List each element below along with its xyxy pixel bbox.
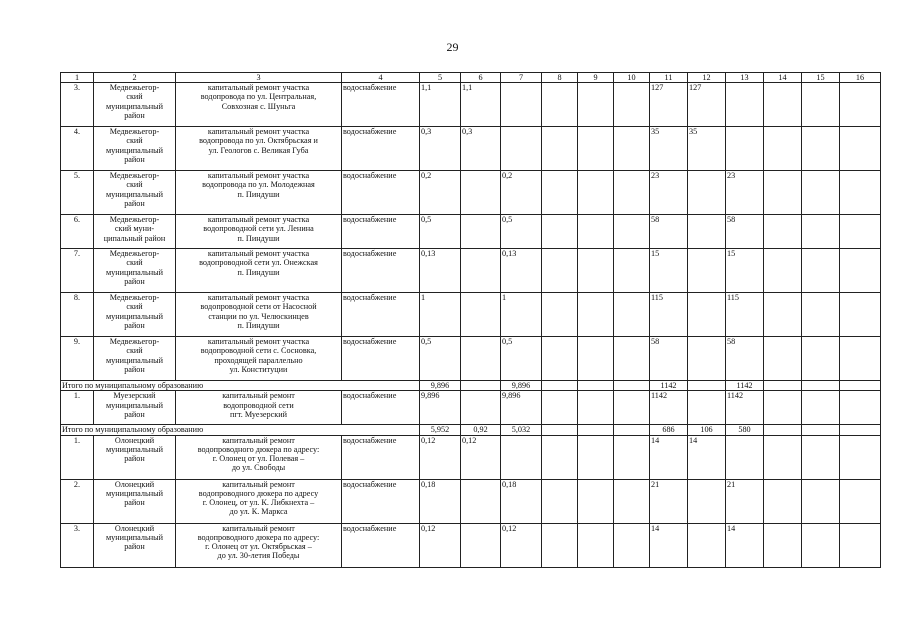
cell-col7: 0,13 (501, 249, 542, 293)
cell-col10 (614, 435, 650, 479)
column-header: 8 (542, 73, 578, 83)
cell-col12: 14 (688, 435, 726, 479)
cell-col10 (614, 391, 650, 425)
column-header: 12 (688, 73, 726, 83)
cell-col9 (578, 425, 614, 435)
cell-col12 (688, 523, 726, 567)
cell-col14 (764, 523, 802, 567)
cell-number: 6. (61, 215, 94, 249)
total-row (61, 425, 881, 435)
cell-col10 (614, 249, 650, 293)
cell-col14 (764, 293, 802, 337)
cell-col10 (614, 425, 650, 435)
cell-number: 7. (61, 249, 94, 293)
cell-col15 (802, 523, 840, 567)
cell-col14 (764, 171, 802, 215)
table-row (61, 391, 881, 425)
cell-type: водоснабжение (342, 215, 420, 249)
cell-col12 (688, 391, 726, 425)
cell-municipality: Олонецкий муниципальный район (94, 523, 176, 567)
cell-col12: 106 (688, 425, 726, 435)
cell-col6 (461, 381, 501, 391)
cell-col6 (461, 249, 501, 293)
cell-col15 (802, 337, 840, 381)
cell-number: 9. (61, 337, 94, 381)
cell-event: капитальный ремонт водопроводного дюкера по адресу г. Олонец, от ул. К. Либкнехта – до ул. К. Маркса (176, 479, 342, 523)
cell-col8 (542, 249, 578, 293)
cell-col6: 0,12 (461, 435, 501, 479)
cell-col14 (764, 83, 802, 127)
cell-col8 (542, 337, 578, 381)
cell-col12 (688, 171, 726, 215)
cell-type: водоснабжение (342, 523, 420, 567)
cell-type: водоснабжение (342, 391, 420, 425)
cell-col12 (688, 337, 726, 381)
cell-col13 (726, 83, 764, 127)
cell-col6 (461, 337, 501, 381)
cell-col7: 0,12 (501, 523, 542, 567)
table-row (61, 337, 881, 381)
cell-col11: 21 (650, 479, 688, 523)
cell-col5: 0,18 (420, 479, 461, 523)
cell-col5: 9,896 (420, 391, 461, 425)
cell-col8 (542, 215, 578, 249)
cell-col6 (461, 215, 501, 249)
cell-col11: 14 (650, 435, 688, 479)
cell-col10 (614, 293, 650, 337)
cell-col11: 686 (650, 425, 688, 435)
column-header: 13 (726, 73, 764, 83)
cell-municipality: Медвежьегор- ский муни- ципальный район (94, 215, 176, 249)
cell-col7: 0,18 (501, 479, 542, 523)
cell-col12 (688, 479, 726, 523)
cell-col8 (542, 435, 578, 479)
cell-col9 (578, 127, 614, 171)
cell-col16 (840, 83, 881, 127)
cell-event: капитальный ремонт участка водопроводной сети от Насосной станции по ул. Челюскинцев п. Пиндуши (176, 293, 342, 337)
cell-col10 (614, 523, 650, 567)
cell-col11: 23 (650, 171, 688, 215)
column-header: 2 (94, 73, 176, 83)
cell-col7: 5,032 (501, 425, 542, 435)
table-row (61, 249, 881, 293)
column-header: 11 (650, 73, 688, 83)
cell-col8 (542, 171, 578, 215)
column-header: 6 (461, 73, 501, 83)
cell-number: 1. (61, 391, 94, 425)
cell-col16 (840, 523, 881, 567)
cell-col10 (614, 215, 650, 249)
cell-col13: 115 (726, 293, 764, 337)
cell-col11: 35 (650, 127, 688, 171)
cell-event: капитальный ремонт участка водопроводной сети с. Сосновка, проходящей параллельно ул. Конституции (176, 337, 342, 381)
table-row (61, 479, 881, 523)
cell-municipality: Муезерский муниципальный район (94, 391, 176, 425)
cell-col14 (764, 381, 802, 391)
column-header: 7 (501, 73, 542, 83)
cell-col16 (840, 249, 881, 293)
cell-col9 (578, 381, 614, 391)
cell-col7: 1 (501, 293, 542, 337)
total-label: Итого по муниципальному образованию (61, 425, 420, 435)
cell-type: водоснабжение (342, 171, 420, 215)
cell-type: водоснабжение (342, 435, 420, 479)
cell-col9 (578, 249, 614, 293)
cell-col14 (764, 127, 802, 171)
cell-col11: 1142 (650, 391, 688, 425)
cell-col10 (614, 479, 650, 523)
cell-col5: 1,1 (420, 83, 461, 127)
column-header: 9 (578, 73, 614, 83)
cell-col15 (802, 249, 840, 293)
cell-municipality: Медвежьегор- ский муниципальный район (94, 249, 176, 293)
cell-col16 (840, 381, 881, 391)
cell-col7 (501, 83, 542, 127)
cell-col16 (840, 171, 881, 215)
cell-col12: 127 (688, 83, 726, 127)
table-row (61, 523, 881, 567)
cell-col9 (578, 391, 614, 425)
cell-col15 (802, 171, 840, 215)
cell-col7: 0,5 (501, 337, 542, 381)
cell-col8 (542, 127, 578, 171)
table-row (61, 435, 881, 479)
cell-event: капитальный ремонт участка водопроводной сети ул. Онежская п. Пиндуши (176, 249, 342, 293)
cell-col16 (840, 391, 881, 425)
column-header: 14 (764, 73, 802, 83)
table-row (61, 83, 881, 127)
cell-col12 (688, 293, 726, 337)
cell-col8 (542, 391, 578, 425)
cell-col10 (614, 83, 650, 127)
total-label: Итого по муниципальному образованию (61, 381, 420, 391)
cell-col14 (764, 425, 802, 435)
cell-col13 (726, 435, 764, 479)
column-header: 5 (420, 73, 461, 83)
cell-col5: 9,896 (420, 381, 461, 391)
cell-col7 (501, 435, 542, 479)
cell-col6 (461, 523, 501, 567)
cell-col9 (578, 435, 614, 479)
cell-col13: 58 (726, 215, 764, 249)
cell-municipality: Медвежьегор- ский муниципальный район (94, 337, 176, 381)
table-row (61, 215, 881, 249)
column-header: 3 (176, 73, 342, 83)
cell-col13: 15 (726, 249, 764, 293)
cell-col6 (461, 479, 501, 523)
cell-col14 (764, 479, 802, 523)
table-row (61, 127, 881, 171)
cell-col15 (802, 83, 840, 127)
column-number-row (61, 73, 881, 83)
cell-col12: 35 (688, 127, 726, 171)
cell-number: 8. (61, 293, 94, 337)
cell-col16 (840, 215, 881, 249)
page-number: 29 (446, 40, 459, 54)
cell-number: 4. (61, 127, 94, 171)
column-header: 10 (614, 73, 650, 83)
cell-col9 (578, 337, 614, 381)
cell-col15 (802, 127, 840, 171)
cell-type: водоснабжение (342, 249, 420, 293)
cell-col11: 15 (650, 249, 688, 293)
cell-col5: 0,5 (420, 337, 461, 381)
cell-municipality: Медвежьегор- ский муниципальный район (94, 127, 176, 171)
cell-type: водоснабжение (342, 293, 420, 337)
cell-municipality: Медвежьегор- ский муниципальный район (94, 171, 176, 215)
cell-col13: 1142 (726, 381, 764, 391)
cell-col13: 58 (726, 337, 764, 381)
cell-col9 (578, 523, 614, 567)
cell-col13 (726, 127, 764, 171)
cell-col15 (802, 293, 840, 337)
cell-event: капитальный ремонт участка водопровода по ул. Центральная, Совхозная с. Шуньга (176, 83, 342, 127)
cell-col12 (688, 215, 726, 249)
cell-col11: 1142 (650, 381, 688, 391)
column-header: 4 (342, 73, 420, 83)
cell-col11: 58 (650, 215, 688, 249)
cell-col14 (764, 337, 802, 381)
cell-col9 (578, 215, 614, 249)
cell-col6: 0,92 (461, 425, 501, 435)
cell-event: капитальный ремонт участка водопроводной сети ул. Ленина п. Пиндуши (176, 215, 342, 249)
data-table (60, 72, 881, 568)
total-row (61, 381, 881, 391)
table-row (61, 171, 881, 215)
cell-col16 (840, 425, 881, 435)
cell-event: капитальный ремонт водопроводной сети пгт. Муезерский (176, 391, 342, 425)
cell-col13: 580 (726, 425, 764, 435)
cell-event: капитальный ремонт водопроводного дюкера по адресу: г. Олонец от ул. Октябрьская – до ул. 30-летия Победы (176, 523, 342, 567)
cell-col8 (542, 479, 578, 523)
cell-col5: 1 (420, 293, 461, 337)
cell-col6 (461, 171, 501, 215)
cell-col15 (802, 435, 840, 479)
cell-col7: 9,896 (501, 381, 542, 391)
cell-col6 (461, 391, 501, 425)
cell-col11: 14 (650, 523, 688, 567)
cell-col10 (614, 171, 650, 215)
table-row (61, 293, 881, 337)
cell-col14 (764, 435, 802, 479)
cell-col10 (614, 337, 650, 381)
cell-col15 (802, 215, 840, 249)
cell-municipality: Олонецкий муниципальный район (94, 479, 176, 523)
cell-type: водоснабжение (342, 337, 420, 381)
cell-col8 (542, 293, 578, 337)
cell-event: капитальный ремонт водопроводного дюкера по адресу: г. Олонец от ул. Полевая – до ул. Свободы (176, 435, 342, 479)
cell-col16 (840, 435, 881, 479)
cell-col5: 0,3 (420, 127, 461, 171)
cell-col13: 23 (726, 171, 764, 215)
column-header: 15 (802, 73, 840, 83)
cell-col12 (688, 249, 726, 293)
cell-event: капитальный ремонт участка водопровода по ул. Октябрьская и ул. Геологов с. Великая Губа (176, 127, 342, 171)
cell-number: 3. (61, 83, 94, 127)
cell-col13: 21 (726, 479, 764, 523)
cell-col10 (614, 127, 650, 171)
cell-type: водоснабжение (342, 127, 420, 171)
cell-col9 (578, 83, 614, 127)
cell-col14 (764, 391, 802, 425)
cell-col6 (461, 293, 501, 337)
cell-number: 2. (61, 479, 94, 523)
cell-col16 (840, 337, 881, 381)
cell-municipality: Медвежьегор- ский муниципальный район (94, 293, 176, 337)
cell-number: 5. (61, 171, 94, 215)
cell-municipality: Олонецкий муниципальный район (94, 435, 176, 479)
cell-col7: 0,2 (501, 171, 542, 215)
cell-col5: 0,12 (420, 435, 461, 479)
cell-col6: 1,1 (461, 83, 501, 127)
cell-col14 (764, 215, 802, 249)
cell-col15 (802, 479, 840, 523)
cell-col5: 0,12 (420, 523, 461, 567)
cell-col8 (542, 83, 578, 127)
cell-col8 (542, 381, 578, 391)
cell-col5: 0,13 (420, 249, 461, 293)
cell-col8 (542, 523, 578, 567)
cell-col7 (501, 127, 542, 171)
cell-col14 (764, 249, 802, 293)
cell-col11: 127 (650, 83, 688, 127)
cell-col9 (578, 171, 614, 215)
cell-col15 (802, 391, 840, 425)
cell-type: водоснабжение (342, 83, 420, 127)
column-header: 16 (840, 73, 881, 83)
cell-event: капитальный ремонт участка водопровода по ул. Молодежная п. Пиндуши (176, 171, 342, 215)
cell-number: 3. (61, 523, 94, 567)
cell-col6: 0,3 (461, 127, 501, 171)
cell-col15 (802, 381, 840, 391)
cell-col11: 115 (650, 293, 688, 337)
cell-col7: 9,896 (501, 391, 542, 425)
cell-col7: 0,5 (501, 215, 542, 249)
cell-col15 (802, 425, 840, 435)
cell-col16 (840, 479, 881, 523)
cell-col16 (840, 293, 881, 337)
cell-col5: 0,2 (420, 171, 461, 215)
column-header: 1 (61, 73, 94, 83)
cell-col13: 14 (726, 523, 764, 567)
cell-col5: 0,5 (420, 215, 461, 249)
cell-col12 (688, 381, 726, 391)
cell-col9 (578, 293, 614, 337)
cell-number: 1. (61, 435, 94, 479)
cell-col11: 58 (650, 337, 688, 381)
cell-col16 (840, 127, 881, 171)
cell-col5: 5,952 (420, 425, 461, 435)
cell-type: водоснабжение (342, 479, 420, 523)
cell-col10 (614, 381, 650, 391)
cell-col13: 1142 (726, 391, 764, 425)
cell-col9 (578, 479, 614, 523)
cell-municipality: Медвежьегор- ский муниципальный район (94, 83, 176, 127)
cell-col8 (542, 425, 578, 435)
